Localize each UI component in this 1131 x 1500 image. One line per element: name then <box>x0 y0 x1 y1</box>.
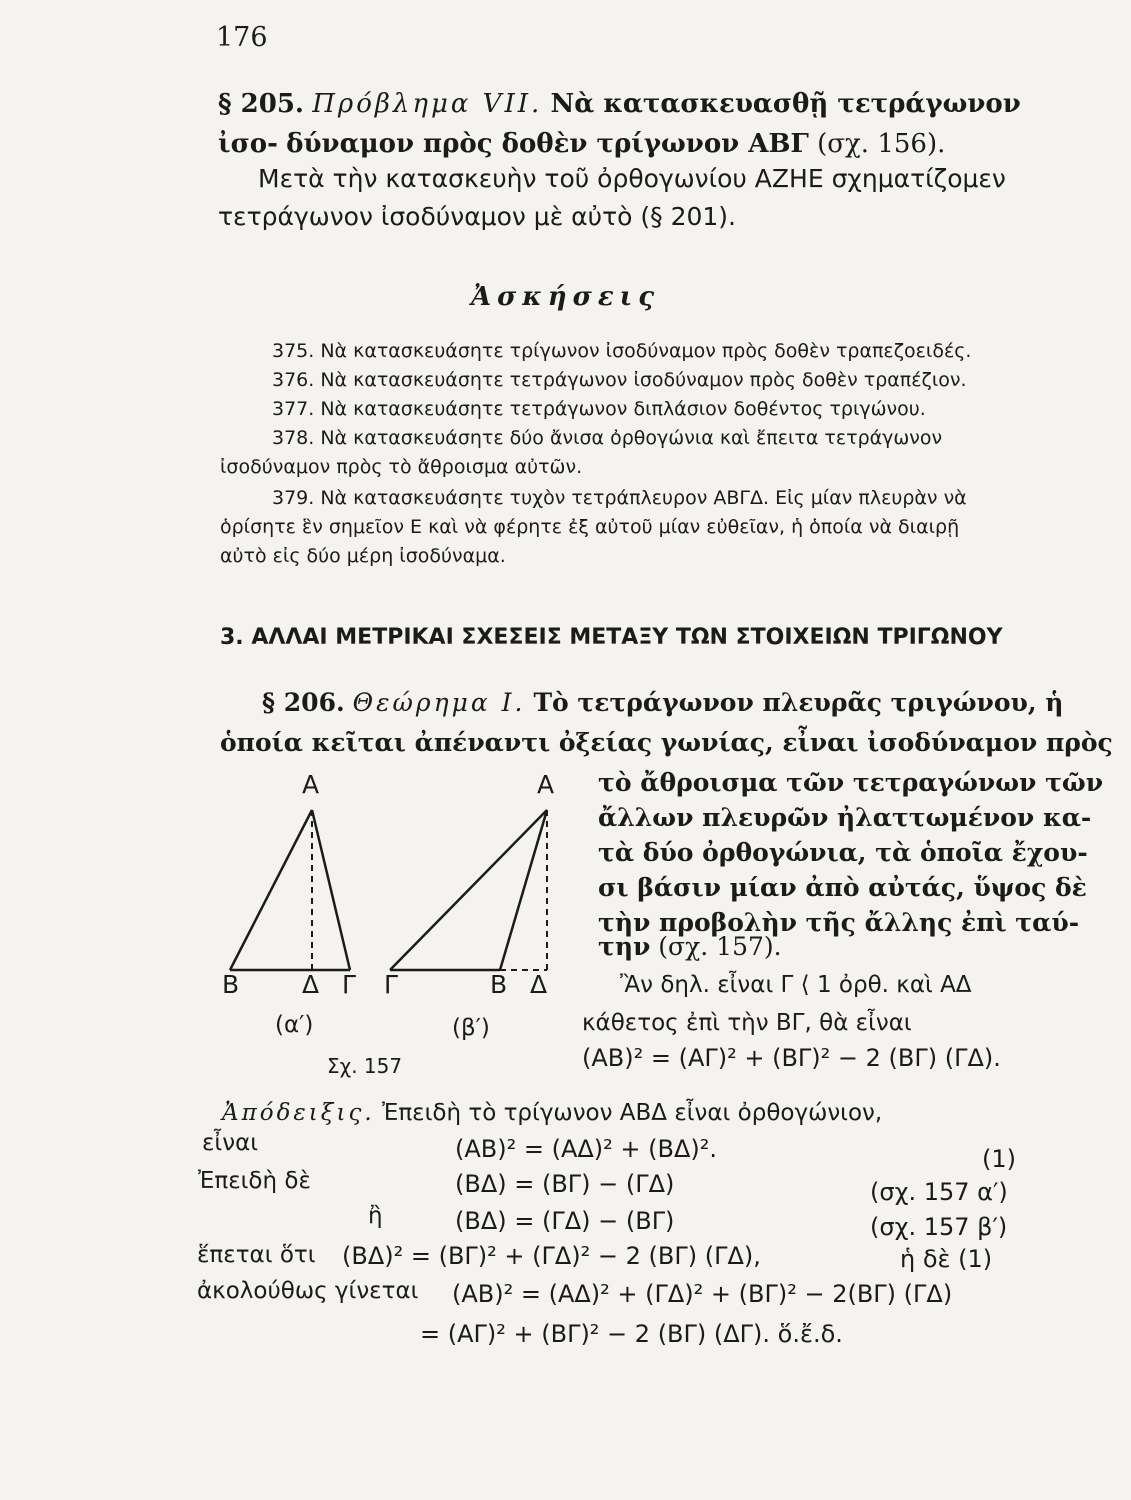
exercise-376: 376. Νὰ κατασκευάσητε τετράγωνον ἰσοδύναμον πρὸς δοθὲν τραπέζιον. <box>272 369 967 391</box>
theorem-line-4: ἄλλων πλευρῶν ἠλαττωμένον κα- <box>598 803 1092 832</box>
vertex-A-alpha: Α <box>302 770 320 799</box>
theorem-line-7: τὴν προβολὴν τῆς ἄλλης ἐπὶ ταύ- <box>598 908 1080 937</box>
proof-row-6-expr: = (ΑΓ)² + (ΒΓ)² − 2 (ΒΓ) (ΔΓ). ὅ.ἔ.δ. <box>420 1320 843 1348</box>
proof-row-2-lead: Ἐπειδὴ δὲ <box>198 1168 311 1194</box>
section-205-number: § 205. <box>218 89 304 119</box>
section-205-title-line1: Νὰ κατασκευασθῇ τετράγωνον ἰσο- <box>218 89 1021 159</box>
proof-intro-text: Ἐπειδὴ τὸ τρίγωνον ΑΒΔ εἶναι ὀρθογώνιον, <box>381 1100 883 1126</box>
theorem-figure-ref: (σχ. 157). <box>658 932 782 961</box>
section-205-title-line2: δύναμον πρὸς δοθὲν τρίγωνον ΑΒΓ <box>286 129 809 159</box>
section-205-figure-ref: (σχ. 156). <box>817 129 946 159</box>
exercise-379: 379. Νὰ κατασκευάσητε τυχὸν τετράπλευρον ΑΒΓΔ. Εἰς μίαν πλευρὰν νὰ <box>272 487 967 509</box>
vertex-B-alpha: Β <box>222 970 240 999</box>
figure-label-alpha: (α′) <box>275 1012 314 1038</box>
exercise-378: 378. Νὰ κατασκευάσητε δύο ἄνισα ὀρθογώνια καὶ ἔπειτα τετράγωνον <box>272 427 943 449</box>
proof-row-5-expr: (ΑΒ)² = (ΑΔ)² + (ΓΔ)² + (ΒΓ)² − 2(ΒΓ) (ΓΔ) <box>452 1280 953 1308</box>
triangle-beta <box>390 810 547 970</box>
proof-row-2-note: (σχ. 157 α′) <box>870 1178 1008 1206</box>
proof-row-1-lead: εἶναι <box>202 1130 259 1156</box>
theorem-line-5: τὰ δύο ὀρθογώνια, τὰ ὁποῖα ἔχου- <box>598 838 1088 867</box>
exercise-379-cont1: ὁρίσητε ἓν σημεῖον Ε καὶ νὰ φέρητε ἐξ αὐτοῦ μίαν εὐθεῖαν, ἡ ὁποία νὰ διαιρῇ <box>220 516 960 538</box>
proof-row-2-expr: (ΒΔ) = (ΒΓ) − (ΓΔ) <box>455 1170 675 1198</box>
proof-row-4-note: ἡ δὲ (1) <box>900 1245 993 1273</box>
exercise-377: 377. Νὰ κατασκευάσητε τετράγωνον διπλάσιον δοθέντος τριγώνου. <box>272 398 926 420</box>
exercises-title: Ἀσκήσεις <box>470 282 661 312</box>
proof-row-3-note: (σχ. 157 β′) <box>870 1213 1008 1241</box>
proof-row-3-lead: ἢ <box>368 1203 383 1229</box>
theorem-line-6: σι βάσιν μίαν ἀπὸ αὐτάς, ὕψος δὲ <box>598 873 1087 902</box>
exercise-375: 375. Νὰ κατασκευάσητε τρίγωνον ἰσοδύναμον πρὸς δοθὲν τραπεζοειδές. <box>272 340 972 362</box>
proof-row-4-expr: (ΒΔ)² = (ΒΓ)² + (ΓΔ)² − 2 (ΒΓ) (ΓΔ), <box>342 1242 761 1270</box>
theorem-line-1: Τὸ τετράγωνον πλευρᾶς τριγώνου, ἡ <box>533 688 1064 717</box>
theorem-line-8 <box>598 932 782 961</box>
section-206-number: § 206. <box>262 688 345 717</box>
figure-label-beta: (β′) <box>452 1015 490 1041</box>
proof-row-4-lead: ἕπεται ὅτι <box>197 1242 316 1268</box>
vertex-A-beta: Α <box>537 770 555 799</box>
exercise-378-cont: ἰσοδύναμον πρὸς τὸ ἄθροισμα αὐτῶν. <box>220 456 583 478</box>
vertex-G-alpha: Γ <box>342 970 356 999</box>
section-206-heading <box>262 688 1063 717</box>
proof-intro <box>222 1100 882 1126</box>
side-BA-alpha <box>230 810 312 970</box>
section-206-label: Θεώρημα I. <box>352 688 526 717</box>
theorem-line-8-word: την <box>598 932 651 961</box>
figure-157 <box>210 790 570 990</box>
theorem-line-3: τὸ ἄθροισμα τῶν τετραγώνων τῶν <box>598 768 1104 797</box>
theorem-formula: (ΑΒ)² = (ΑΓ)² + (ΒΓ)² − 2 (ΒΓ) (ΓΔ). <box>582 1044 1001 1072</box>
proof-row-5-lead: ἀκολούθως γίνεται <box>197 1278 419 1304</box>
triangle-alpha <box>230 810 350 970</box>
page-number: 176 <box>216 22 268 53</box>
exercise-379-cont2: αὐτὸ εἰς δύο μέρη ἰσοδύναμα. <box>220 545 506 567</box>
section-205-label: Πρόβλημα VII. <box>312 89 543 119</box>
vertex-D-alpha: Δ <box>302 970 320 999</box>
section-3-heading: 3. ΑΛΛΑΙ ΜΕΤΡΙΚΑΙ ΣΧΕΣΕΙΣ ΜΕΤΑΞΥ ΤΩΝ ΣΤΟΙΧΕΙΩΝ ΤΡΙΓΩΝΟΥ <box>220 625 1003 650</box>
theorem-statement-1: Ἂν δηλ. εἶναι Γ ⟨ 1 ὀρθ. καὶ ΑΔ <box>620 972 972 998</box>
vertex-B-beta: Β <box>490 970 508 999</box>
proof-row-3-expr: (ΒΔ) = (ΓΔ) − (ΒΓ) <box>455 1207 675 1235</box>
side-AG-alpha <box>312 810 350 970</box>
proof-row-1-expr: (ΑΒ)² = (ΑΔ)² + (ΒΔ)². <box>455 1135 718 1163</box>
theorem-statement-2: κάθετος ἐπὶ τὴν ΒΓ, θὰ εἶναι <box>582 1010 912 1036</box>
figure-caption: Σχ. 157 <box>327 1054 403 1078</box>
vertex-G-beta: Γ <box>384 970 398 999</box>
proof-label: Ἀπόδειξις. <box>222 1100 375 1126</box>
section-205-title <box>218 84 1048 164</box>
section-205-body: Μετὰ τὴν κατασκευὴν τοῦ ὀρθογωνίου ΑΖΗΕ σχηματίζομεν τετράγωνον ἰσοδύναμον μὲ αὐτὸ (§ 201). <box>218 164 1006 231</box>
proof-row-1-note: (1) <box>982 1145 1016 1173</box>
vertex-D-beta: Δ <box>530 970 548 999</box>
theorem-line-2: ὁποία κεῖται ἀπέναντι ὀξείας γωνίας, εἶναι ἰσοδύναμον πρὸς <box>220 728 1113 757</box>
